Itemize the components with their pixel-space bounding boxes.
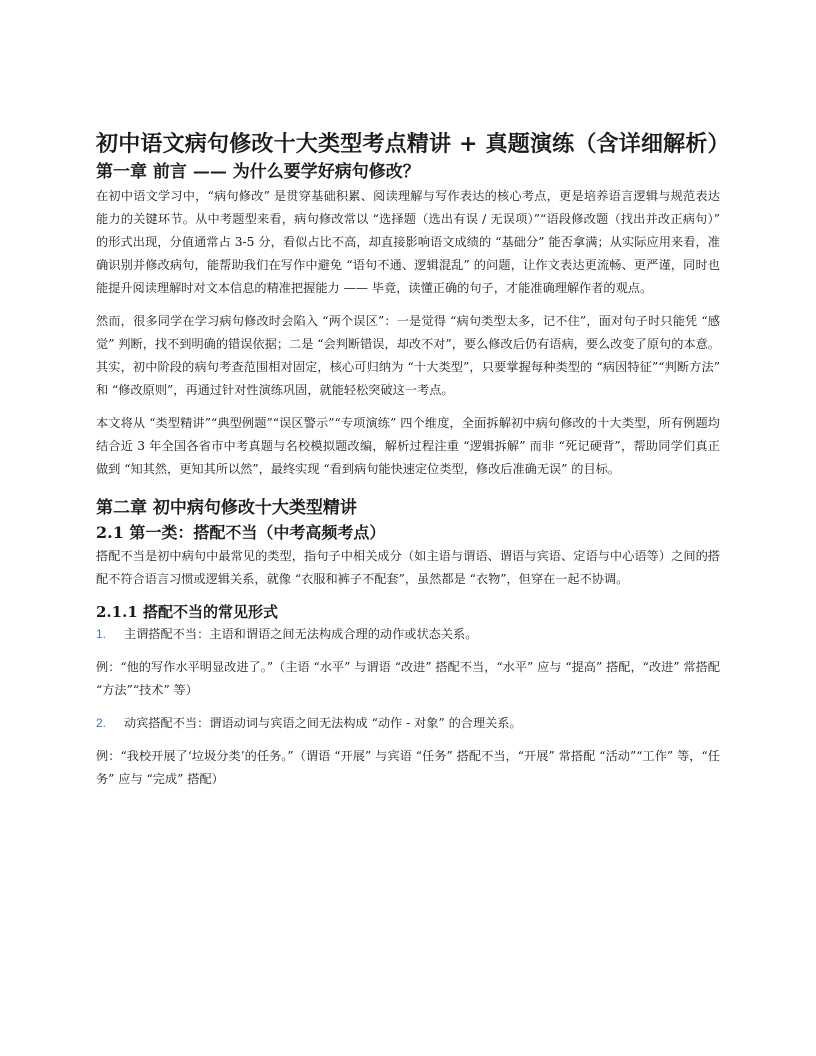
list-item xyxy=(96,712,720,735)
document-body xyxy=(96,130,730,791)
chapter-1-paragraph: 在初中语文学习中，“病句修改” 是贯穿基础积累、阅读理解与写作表达的核心考点，更是培养语言逻辑与规范表达能力的关键环节。从中考题型来看，病句修改常以 “选择题（选出有误 / 无误项）”“语段修改题（找出并改正病句）” 的形式出现，分值通常占 3-5 分，看似占比不高，却直接影响语文成绩的 “基础分” 能否拿满；从实际应用来看，准确识别并修改病句，能帮助我们在写作中避免 “语句不通、逻辑混乱” 的问题，让作文表达更流畅、更严谨，同时也能提升阅读理解时对文本信息的精准把握能力 —— 毕竟，读懂正确的句子，才能准确理解作者的观点。 xyxy=(96,189,720,295)
chapter-2-heading: 第二章 初中病句修改十大类型精讲 xyxy=(96,498,357,518)
chapter-1-paragraph: 然而，很多同学在学习病句修改时会陷入 “两个误区”：一是觉得 “病句类型太多，记不住”，面对句子时只能凭 “感觉” 判断，找不到明确的错误依据；二是 “会判断错误，却改不对”，要么修改后仍有语病，要么改变了原句的本意。其实，初中阶段的病句考查范围相对固定，核心可归纳为 “十大类型”，只要掌握每种类型的 “病因特征”“判断方法” 和 “修改原则”，再通过针对性演练巩固，就能轻松突破这一考点。 xyxy=(96,314,720,397)
chapter-1-paragraph: 本文将从 “类型精讲”“典型例题”“误区警示”“专项演练” 四个维度，全面拆解初中病句修改的十大类型，所有例题均结合近 3 年全国各省市中考真题与名校模拟题改编，解析过程注重 “逻辑拆解” 而非 “死记硬背”，帮助同学们真正做到 “知其然，更知其所以然”，最终实现 “看到病句能快速定位类型，修改后准确无误” 的目标。 xyxy=(96,416,720,476)
list-item xyxy=(96,623,720,646)
list-number: 1. xyxy=(96,627,107,641)
subsection-2-1-1-heading: 2.1.1 搭配不当的常见形式 xyxy=(96,603,278,621)
section-2-1-heading: 2.1 第一类：搭配不当（中考高频考点） xyxy=(96,523,386,542)
example-text: 例：“他的写作水平明显改进了。”（主语 “水平” 与谓语 “改进” 搭配不当，“水平” 应与 “提高” 搭配，“改进” 常搭配 “方法”“技术” 等） xyxy=(96,660,720,697)
example-text: 例：“我校开展了‘垃圾分类’的任务。”（谓语 “开展” 与宾语 “任务” 搭配不当，“开展” 常搭配 “活动”“工作” 等，“任务” 应与 “完成” 搭配） xyxy=(96,749,720,786)
document-title: 初中语文病句修改十大类型考点精讲 + 真题演练（含详细解析） xyxy=(96,131,730,157)
section-2-1-intro: 搭配不当是初中病句中最常见的类型，指句子中相关成分（如主语与谓语、谓语与宾语、定语与中心语等）之间的搭配不符合语言习惯或逻辑关系，就像 “衣服和裤子不配套”，虽然都是 “衣物”，但穿在一起不协调。 xyxy=(96,549,720,586)
list-item-text: 动宾搭配不当：谓语动词与宾语之间无法构成 “动作 - 对象” 的合理关系。 xyxy=(124,716,522,730)
list-item-text: 主谓搭配不当：主语和谓语之间无法构成合理的动作或状态关系。 xyxy=(124,627,478,641)
chapter-1-heading: 第一章 前言 —— 为什么要学好病句修改？ xyxy=(96,162,420,182)
list-number: 2. xyxy=(96,716,107,730)
